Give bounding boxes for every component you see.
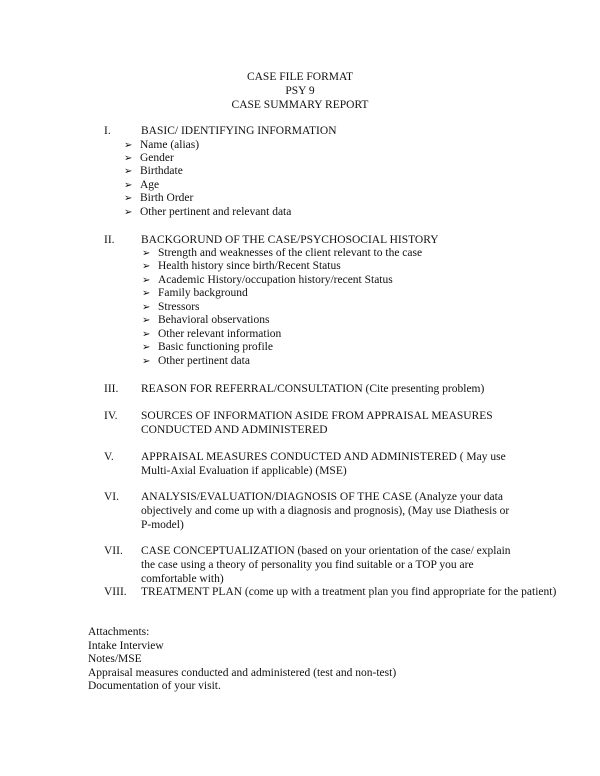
list-item: ➢ Other pertinent and relevant data bbox=[124, 206, 292, 218]
section-8-numeral: VIII. bbox=[104, 586, 127, 598]
list-item: ➢ Family background bbox=[142, 287, 248, 299]
section-7-numeral: VII. bbox=[104, 545, 123, 557]
list-item: ➢ Health history since birth/Recent Status bbox=[142, 260, 341, 272]
arrow-bullet-icon: ➢ bbox=[142, 302, 151, 313]
list-item: ➢ Stressors bbox=[142, 301, 200, 313]
section-2-numeral: II. bbox=[104, 234, 115, 246]
section-2-heading: BACKGORUND OF THE CASE/PSYCHOSOCIAL HISTORY bbox=[141, 234, 439, 246]
arrow-bullet-icon: ➢ bbox=[124, 193, 133, 204]
arrow-bullet-icon: ➢ bbox=[124, 140, 133, 151]
section-3-numeral: III. bbox=[104, 383, 119, 395]
section-4-numeral: IV. bbox=[104, 410, 118, 422]
list-item: ➢ Other pertinent data bbox=[142, 355, 250, 367]
arrow-bullet-icon: ➢ bbox=[124, 180, 133, 191]
list-item: ➢ Basic functioning profile bbox=[142, 341, 273, 353]
report-title: CASE SUMMARY REPORT bbox=[231, 99, 369, 111]
list-item: ➢ Strength and weaknesses of the client relevant to the case bbox=[142, 247, 423, 259]
arrow-bullet-icon: ➢ bbox=[142, 356, 151, 367]
arrow-bullet-icon: ➢ bbox=[142, 288, 151, 299]
arrow-bullet-icon: ➢ bbox=[142, 275, 151, 286]
arrow-bullet-icon: ➢ bbox=[142, 261, 151, 272]
section-1-heading: BASIC/ IDENTIFYING INFORMATION bbox=[141, 125, 337, 137]
arrow-bullet-icon: ➢ bbox=[142, 342, 151, 353]
arrow-bullet-icon: ➢ bbox=[142, 315, 151, 326]
arrow-bullet-icon: ➢ bbox=[142, 329, 151, 340]
section-5-heading: APPRAISAL MEASURES CONDUCTED AND ADMINISTERED ( May use Multi-Axial Evaluation if applicable) (MSE) bbox=[141, 451, 506, 477]
list-item: ➢ Gender bbox=[124, 152, 174, 164]
section-6-numeral: VI. bbox=[104, 491, 120, 503]
arrow-bullet-icon: ➢ bbox=[142, 248, 151, 259]
section-5-numeral: V. bbox=[104, 451, 114, 463]
arrow-bullet-icon: ➢ bbox=[124, 153, 133, 164]
list-item: Documentation of your visit. bbox=[88, 680, 221, 692]
arrow-bullet-icon: ➢ bbox=[124, 207, 133, 218]
list-item: Intake Interview bbox=[88, 640, 164, 652]
section-3-heading: REASON FOR REFERRAL/CONSULTATION (Cite presenting problem) bbox=[141, 383, 485, 395]
course-code: PSY 9 bbox=[285, 85, 315, 97]
section-6-heading: ANALYSIS/EVALUATION/DIAGNOSIS OF THE CASE (Analyze your data objectively and come up with a diagnosis and prognosis), (May use Diathesis or P-model) bbox=[141, 491, 510, 531]
list-item: Notes/MSE bbox=[88, 653, 142, 665]
list-item: ➢ Age bbox=[124, 179, 160, 191]
section-8-heading: TREATMENT PLAN (come up with a treatment plan you find appropriate for the patient) bbox=[141, 586, 557, 598]
list-item: ➢ Other relevant information bbox=[142, 328, 282, 340]
document-title: CASE FILE FORMAT bbox=[246, 71, 354, 83]
attachments-label: Attachments: bbox=[88, 626, 150, 638]
list-item: ➢ Behavioral observations bbox=[142, 314, 270, 326]
list-item: ➢ Birthdate bbox=[124, 165, 183, 177]
section-7-heading: CASE CONCEPTUALIZATION (based on your orientation of the case/ explain the case using a theory of personality you find suitable or a TOP you are comfortable with) bbox=[141, 545, 511, 585]
section-4-heading: SOURCES OF INFORMATION ASIDE FROM APPRAISAL MEASURES CONDUCTED AND ADMINISTERED bbox=[141, 410, 493, 436]
list-item: ➢ Academic History/occupation history/recent Status bbox=[142, 274, 393, 286]
section-1-numeral: I. bbox=[104, 125, 111, 137]
arrow-bullet-icon: ➢ bbox=[124, 166, 133, 177]
list-item: ➢ Name (alias) bbox=[124, 139, 200, 151]
list-item: Appraisal measures conducted and administered (test and non-test) bbox=[88, 667, 397, 679]
list-item: ➢ Birth Order bbox=[124, 192, 194, 204]
